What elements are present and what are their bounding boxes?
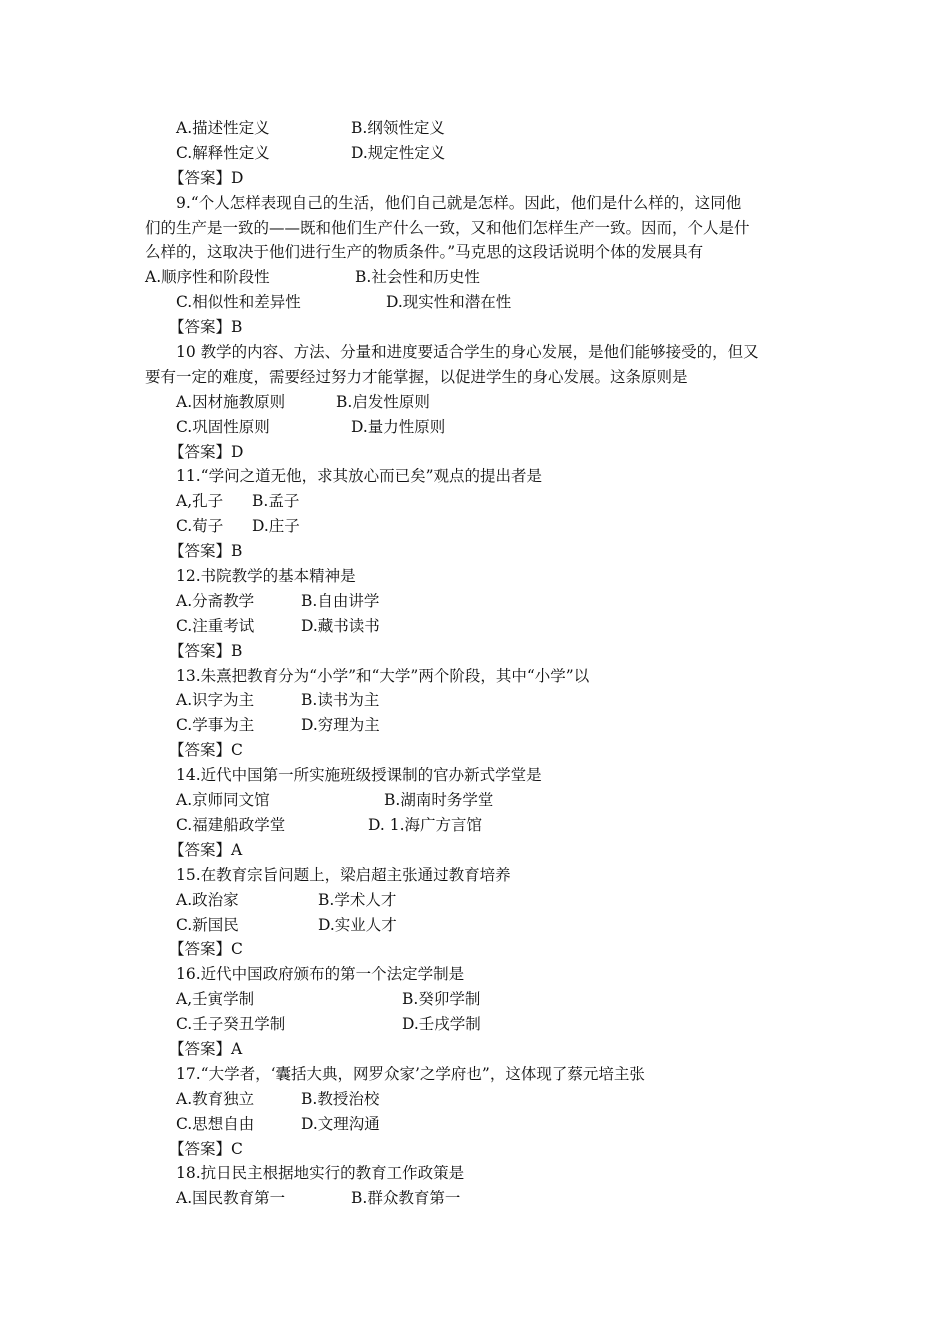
option-a: C.相似性和差异性 bbox=[176, 293, 301, 312]
option-b: B.癸卯学制 bbox=[402, 990, 481, 1009]
answer-line: 【答案】C bbox=[169, 741, 243, 760]
question-text: 9.“个人怎样表现自己的生活，他们自己就是怎样。因此，他们是什么样的，这同他 bbox=[176, 193, 742, 212]
question-text: 11.“学问之道无他，求其放心而已矣”观点的提出者是 bbox=[176, 467, 542, 486]
option-a: C.学事为主 bbox=[176, 716, 255, 735]
option-b: D.藏书读书 bbox=[301, 616, 380, 635]
options-row bbox=[145, 589, 815, 614]
question-text: 12.书院教学的基本精神是 bbox=[176, 567, 356, 586]
option-a: A.描述性定义 bbox=[176, 119, 270, 137]
options-row bbox=[145, 290, 815, 315]
options-row bbox=[145, 713, 815, 738]
answer-line: 【答案】D bbox=[169, 168, 244, 187]
option-a: C.巩固性原则 bbox=[176, 417, 270, 436]
option-b: B.社会性和历史性 bbox=[355, 268, 480, 287]
question-text: 15.在教育宗旨问题上，梁启超主张通过教育培养 bbox=[176, 865, 511, 884]
option-b: D.庄子 bbox=[252, 517, 300, 536]
options-row bbox=[145, 1087, 815, 1112]
answer-line: 【答案】B bbox=[169, 542, 243, 561]
option-b: D.现实性和潜在性 bbox=[386, 293, 512, 312]
options-row bbox=[145, 116, 815, 141]
option-a: C.新国民 bbox=[176, 915, 239, 934]
options-row bbox=[145, 987, 815, 1012]
options-row bbox=[145, 489, 815, 514]
options-row bbox=[145, 1012, 815, 1037]
answer-line: 【答案】A bbox=[169, 840, 243, 859]
option-b: D.规定性定义 bbox=[351, 143, 446, 162]
answer-line: 【答案】A bbox=[169, 1039, 243, 1058]
option-a: C.思想自由 bbox=[176, 1114, 255, 1133]
options-row bbox=[145, 514, 815, 539]
option-b: D. 1.海广方言馆 bbox=[368, 815, 483, 834]
question-text: 17.“大学者，‘囊括大典，网罗众家’之学府也”，这体现了蔡元培主张 bbox=[176, 1064, 645, 1083]
option-a: C.壬子癸丑学制 bbox=[176, 1015, 286, 1034]
answer-line: 【答案】C bbox=[169, 940, 243, 959]
option-b: D.穷理为主 bbox=[301, 716, 380, 735]
option-a: A.因材施教原则 bbox=[176, 392, 286, 411]
question-text: 么样的，这取决于他们进行生产的物质条件。”马克思的这段话说明个体的发展具有 bbox=[145, 243, 704, 262]
option-a: A,壬寅学制 bbox=[176, 990, 255, 1009]
options-row bbox=[145, 1112, 815, 1137]
options-row bbox=[145, 265, 815, 290]
options-row bbox=[145, 141, 815, 166]
option-a: A,孔子 bbox=[176, 492, 224, 511]
option-a: A.京师同文馆 bbox=[176, 791, 270, 810]
option-b: D.壬戌学制 bbox=[402, 1015, 481, 1034]
options-row bbox=[145, 813, 815, 838]
answer-line: 【答案】C bbox=[169, 1139, 243, 1158]
question-text: 16.近代中国政府颁布的第一个法定学制是 bbox=[176, 965, 465, 984]
question-text: 要有一定的难度，需要经过努力才能掌握，以促进学生的身心发展。这条原则是 bbox=[145, 367, 688, 386]
option-b: B.启发性原则 bbox=[336, 392, 430, 411]
option-a: A.识字为主 bbox=[176, 691, 255, 710]
options-row bbox=[145, 614, 815, 639]
option-a: A.顺序性和阶段性 bbox=[145, 268, 270, 287]
option-b: B.孟子 bbox=[252, 492, 300, 511]
question-text: 们的生产是一致的——既和他们生产什么一致，又和他们怎样生产一致。因而，个人是什 bbox=[145, 218, 750, 237]
option-b: D.文理沟通 bbox=[301, 1114, 380, 1133]
options-row bbox=[145, 788, 815, 813]
option-a: A.分斋教学 bbox=[176, 591, 255, 610]
document-body bbox=[145, 116, 815, 1211]
options-row bbox=[145, 888, 815, 913]
options-row bbox=[145, 415, 815, 440]
option-a: A.政治家 bbox=[176, 890, 239, 909]
option-b: B.自由讲学 bbox=[301, 591, 380, 610]
option-a: C.注重考试 bbox=[176, 616, 255, 635]
option-b: B.教授治校 bbox=[301, 1089, 380, 1108]
question-text: 18.抗日民主根据地实行的教育工作政策是 bbox=[176, 1164, 465, 1183]
answer-line: 【答案】B bbox=[169, 641, 243, 660]
options-row bbox=[145, 390, 815, 415]
question-text: 10 教学的内容、方法、分量和进度要适合学生的身心发展，是他们能够接受的，但又 bbox=[176, 343, 759, 362]
answer-line: 【答案】D bbox=[169, 442, 244, 461]
options-row bbox=[145, 688, 815, 713]
options-row bbox=[145, 1186, 815, 1211]
question-text: 14.近代中国第一所实施班级授课制的官办新式学堂是 bbox=[176, 766, 542, 785]
option-b: B.湖南时务学堂 bbox=[384, 791, 494, 810]
answer-line: 【答案】B bbox=[169, 318, 243, 337]
question-text: 13.朱熹把教育分为“小学”和“大学”两个阶段，其中“小学”以 bbox=[176, 666, 590, 685]
option-b: B.群众教育第一 bbox=[351, 1189, 461, 1208]
option-a: C.福建船政学堂 bbox=[176, 815, 286, 834]
option-b: B.读书为主 bbox=[301, 691, 380, 710]
option-a: C.荀子 bbox=[176, 517, 224, 536]
option-b: D.实业人才 bbox=[318, 915, 397, 934]
options-row bbox=[145, 913, 815, 938]
option-b: D.量力性原则 bbox=[351, 417, 446, 436]
option-a: A.国民教育第一 bbox=[176, 1189, 286, 1208]
option-a: A.教育独立 bbox=[176, 1089, 255, 1108]
option-b: B.学术人才 bbox=[318, 890, 397, 909]
option-a: C.解释性定义 bbox=[176, 143, 270, 162]
option-b: B.纲领性定义 bbox=[351, 119, 445, 137]
